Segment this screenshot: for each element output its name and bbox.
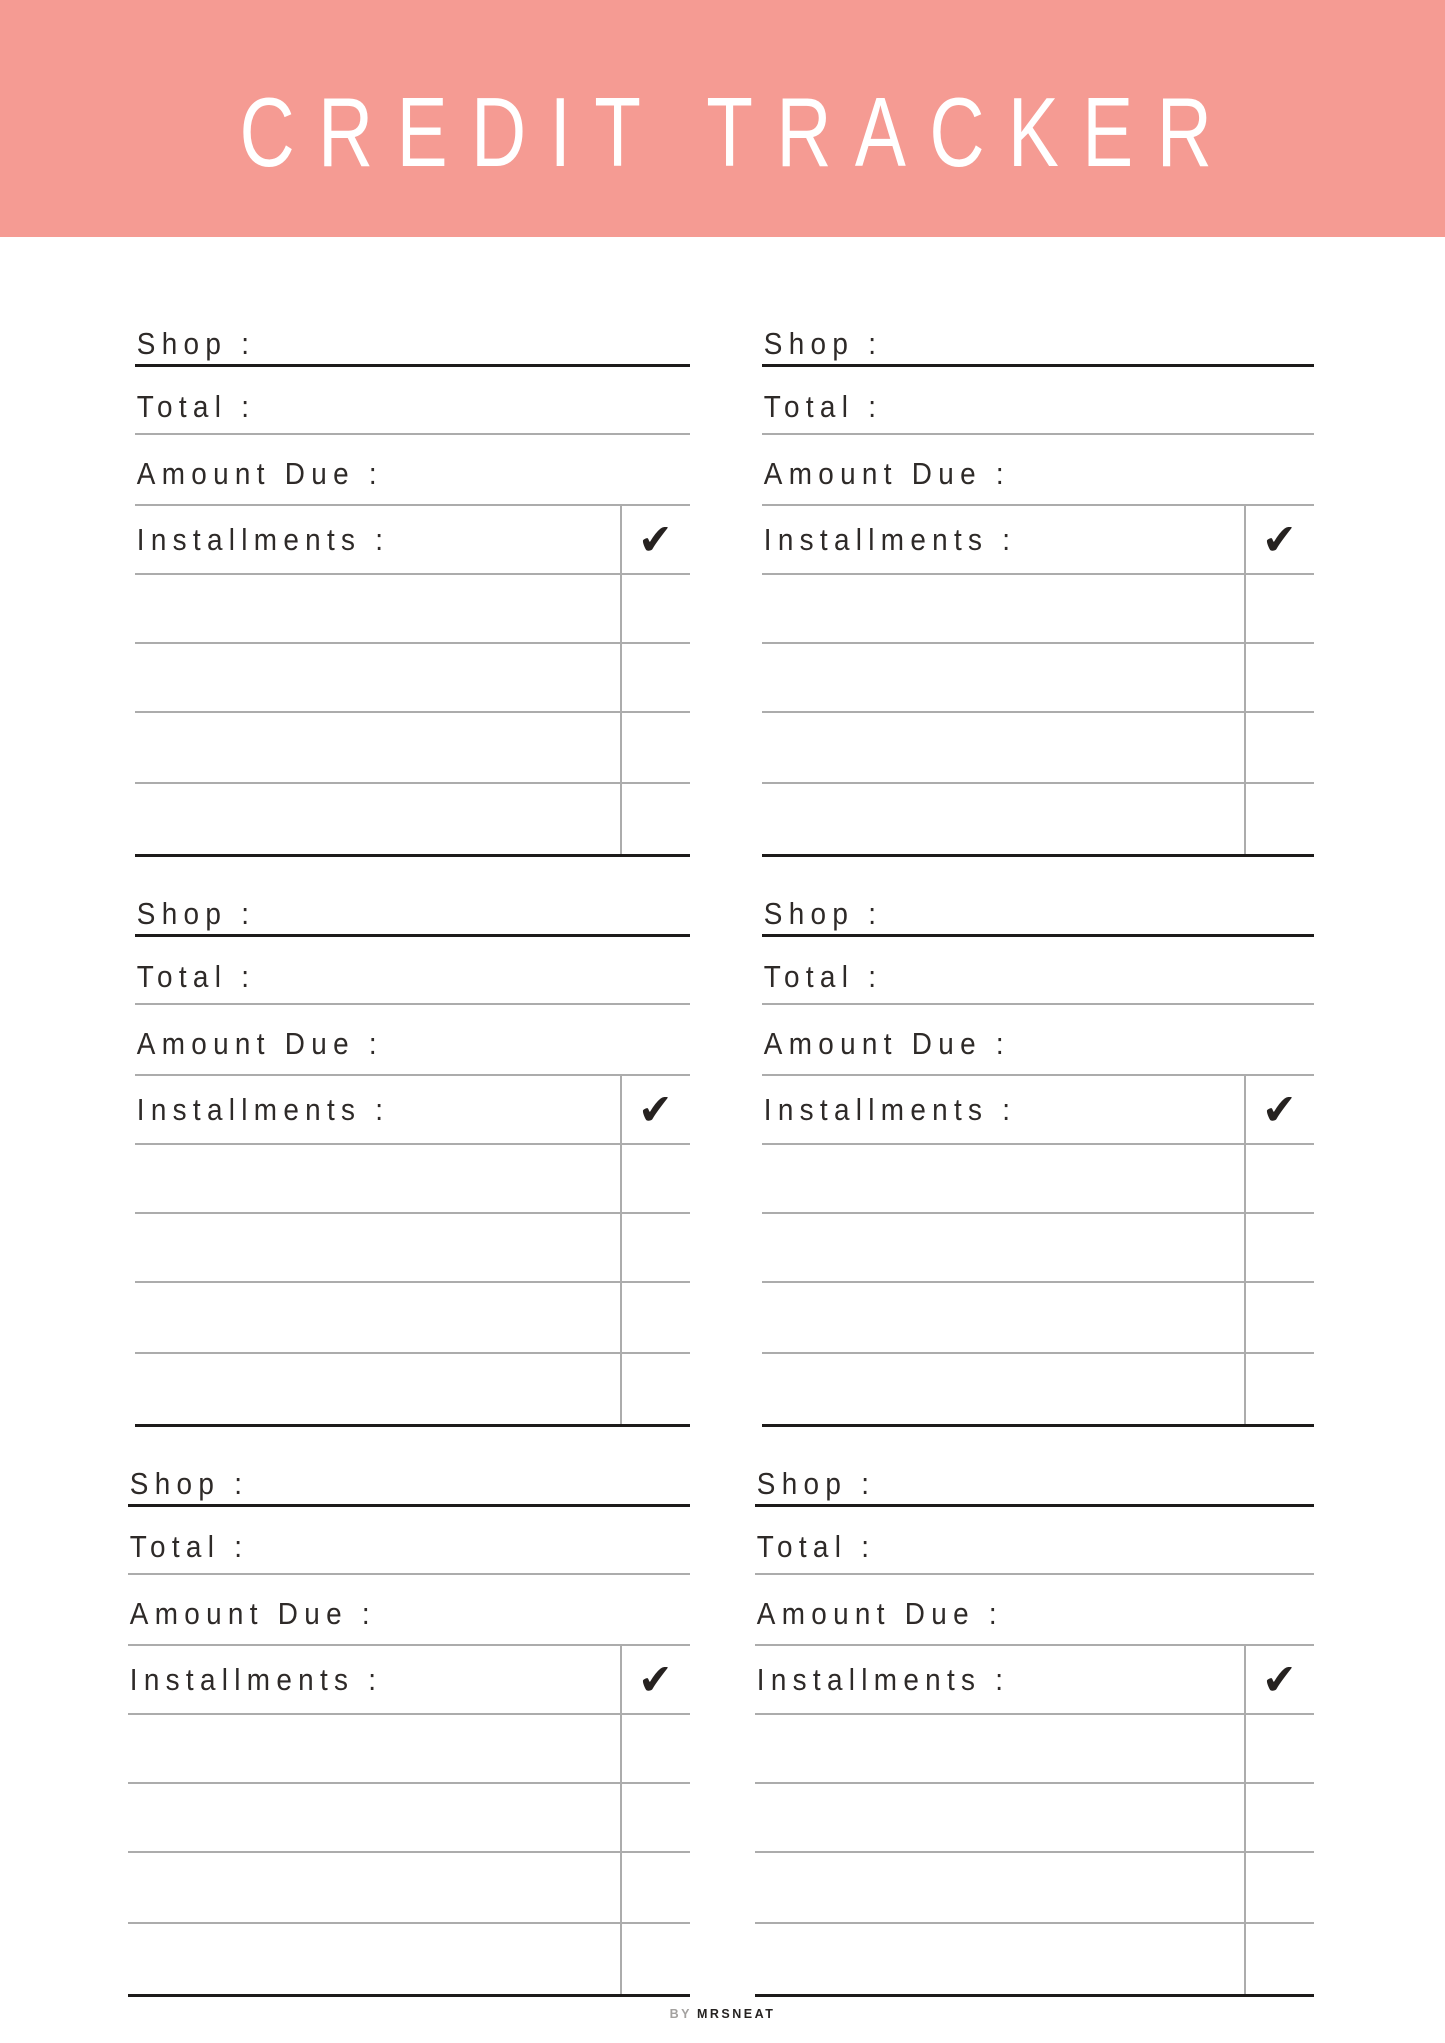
installment-row-2 [762, 644, 1314, 713]
installment-check-cell[interactable] [620, 1354, 690, 1424]
total-label: Total : [763, 959, 883, 994]
amount-due-field [135, 1005, 690, 1076]
installment-check-cell[interactable] [1244, 784, 1314, 854]
installment-row-2 [762, 1214, 1314, 1283]
shop-field [762, 319, 1314, 367]
header-banner [0, 0, 1445, 237]
installment-entry-cell[interactable] [762, 1354, 1244, 1424]
installment-row-3 [128, 1853, 690, 1924]
shop-input-line[interactable] [896, 319, 1314, 359]
installment-entry-cell[interactable] [762, 575, 1244, 642]
shop-field [762, 889, 1314, 937]
installments-label-cell [762, 1076, 1244, 1143]
checkmark-icon: ✔ [637, 1653, 675, 1705]
installments-header-row [762, 506, 1314, 575]
installment-check-cell[interactable] [620, 1715, 690, 1782]
installment-entry-cell[interactable] [755, 1715, 1244, 1782]
installment-entry-cell[interactable] [128, 1715, 620, 1782]
installment-entry-cell[interactable] [135, 1354, 620, 1424]
total-field [135, 367, 690, 435]
installments-label: Installments : [136, 1092, 390, 1127]
total-label: Total : [136, 389, 256, 424]
installment-entry-cell[interactable] [135, 1145, 620, 1212]
installment-check-cell[interactable] [620, 1283, 690, 1352]
total-field [762, 937, 1314, 1005]
check-column-header-cell [1244, 1646, 1314, 1713]
installment-row-1 [135, 575, 690, 644]
checkmark-icon: ✔ [1261, 513, 1299, 565]
installment-check-cell[interactable] [620, 1853, 690, 1922]
installment-check-cell[interactable] [1244, 1283, 1314, 1352]
tracker-block-2 [762, 319, 1314, 857]
installment-check-cell[interactable] [1244, 1784, 1314, 1851]
checkmark-icon: ✔ [1261, 1653, 1299, 1705]
amount-due-input-line[interactable] [1038, 1005, 1314, 1059]
tracker-block-5 [128, 1459, 690, 1997]
installments-label: Installments : [763, 522, 1017, 557]
installments-label: Installments : [129, 1662, 383, 1697]
total-input-line[interactable] [896, 937, 1314, 992]
installment-check-cell[interactable] [620, 1784, 690, 1851]
installment-check-cell[interactable] [1244, 644, 1314, 711]
total-label: Total : [136, 959, 256, 994]
total-input-line[interactable] [262, 1507, 690, 1562]
installment-check-cell[interactable] [620, 713, 690, 782]
amount-due-field [128, 1575, 690, 1646]
shop-input-line[interactable] [262, 1459, 690, 1499]
installment-check-cell[interactable] [620, 784, 690, 854]
shop-input-line[interactable] [889, 1459, 1314, 1499]
check-column-header-cell [1244, 506, 1314, 573]
installment-entry-cell[interactable] [762, 1145, 1244, 1212]
shop-label: Shop : [763, 896, 883, 931]
amount-due-label: Amount Due : [136, 456, 383, 491]
installment-entry-cell[interactable] [135, 575, 620, 642]
installment-row-3 [762, 1283, 1314, 1354]
installment-row-4 [762, 784, 1314, 854]
installment-row-2 [755, 1784, 1314, 1853]
installments-header-row [135, 1076, 690, 1145]
shop-input-line[interactable] [896, 889, 1314, 929]
installment-entry-cell[interactable] [762, 784, 1244, 854]
installments-label: Installments : [756, 1662, 1010, 1697]
installment-entry-cell[interactable] [755, 1924, 1244, 1994]
amount-due-label: Amount Due : [129, 1596, 376, 1631]
installment-row-3 [755, 1853, 1314, 1924]
check-column-header-cell [620, 1076, 690, 1143]
page-title: CREDIT TRACKER [239, 76, 1236, 187]
installment-entry-cell[interactable] [762, 1214, 1244, 1281]
shop-field [755, 1459, 1314, 1507]
installments-header-row [135, 506, 690, 575]
installment-row-1 [135, 1145, 690, 1214]
amount-due-input-line[interactable] [1031, 1575, 1314, 1629]
installments-table [128, 1646, 690, 1997]
installments-table [755, 1646, 1314, 1997]
checkmark-icon: ✔ [637, 1083, 675, 1135]
installment-entry-cell[interactable] [762, 644, 1244, 711]
installment-row-3 [135, 713, 690, 784]
total-field [128, 1507, 690, 1575]
amount-due-input-line[interactable] [411, 1005, 690, 1059]
check-column-header-cell [1244, 1076, 1314, 1143]
installment-row-4 [762, 1354, 1314, 1424]
total-field [762, 367, 1314, 435]
installment-check-cell[interactable] [620, 1924, 690, 1994]
installment-entry-cell[interactable] [762, 713, 1244, 782]
amount-due-input-line[interactable] [1038, 435, 1314, 489]
installment-row-4 [135, 1354, 690, 1424]
installments-table [762, 506, 1314, 857]
installments-label-cell [135, 1076, 620, 1143]
shop-label: Shop : [129, 1466, 249, 1501]
installment-check-cell[interactable] [1244, 575, 1314, 642]
installments-label-cell [762, 506, 1244, 573]
tracker-block-1 [135, 319, 690, 857]
installment-row-3 [762, 713, 1314, 784]
shop-label: Shop : [756, 1466, 876, 1501]
installment-entry-cell[interactable] [128, 1853, 620, 1922]
footer-by-label: BY [669, 2007, 692, 2021]
installment-row-2 [135, 1214, 690, 1283]
installment-entry-cell[interactable] [762, 1283, 1244, 1352]
total-label: Total : [129, 1529, 249, 1564]
tracker-grid [129, 319, 1314, 1997]
amount-due-label: Amount Due : [763, 456, 1010, 491]
tracker-block-6 [755, 1459, 1314, 1997]
installment-row-3 [135, 1283, 690, 1354]
total-label: Total : [756, 1529, 876, 1564]
total-input-line[interactable] [889, 1507, 1314, 1562]
installment-entry-cell[interactable] [755, 1853, 1244, 1922]
installment-row-2 [135, 644, 690, 713]
amount-due-field [755, 1575, 1314, 1646]
amount-due-input-line[interactable] [411, 435, 690, 489]
installment-check-cell[interactable] [1244, 1853, 1314, 1922]
installment-check-cell[interactable] [620, 575, 690, 642]
installment-row-4 [135, 784, 690, 854]
shop-input-line[interactable] [269, 319, 690, 359]
installment-row-1 [762, 575, 1314, 644]
shop-input-line[interactable] [269, 889, 690, 929]
installments-header-row [762, 1076, 1314, 1145]
installment-check-cell[interactable] [1244, 1715, 1314, 1782]
installment-check-cell[interactable] [620, 1145, 690, 1212]
total-label: Total : [763, 389, 883, 424]
installments-table [762, 1076, 1314, 1427]
installments-header-row [128, 1646, 690, 1715]
installments-label-cell [135, 506, 620, 573]
shop-label: Shop : [763, 326, 883, 361]
total-input-line[interactable] [269, 937, 690, 992]
installment-check-cell[interactable] [1244, 1145, 1314, 1212]
shop-field [128, 1459, 690, 1507]
total-input-line[interactable] [896, 367, 1314, 422]
check-column-header-cell [620, 1646, 690, 1713]
checkmark-icon: ✔ [1261, 1083, 1299, 1135]
installment-row-4 [128, 1924, 690, 1994]
installment-row-2 [128, 1784, 690, 1853]
installment-entry-cell[interactable] [135, 1214, 620, 1281]
installment-entry-cell[interactable] [135, 713, 620, 782]
installment-check-cell[interactable] [1244, 713, 1314, 782]
installment-entry-cell[interactable] [755, 1784, 1244, 1851]
amount-due-input-line[interactable] [404, 1575, 690, 1629]
shop-field [135, 889, 690, 937]
installment-check-cell[interactable] [1244, 1214, 1314, 1281]
installment-row-4 [755, 1924, 1314, 1994]
installment-row-1 [762, 1145, 1314, 1214]
installments-label-cell [755, 1646, 1244, 1713]
footer-brand-label: MRSNEAT [696, 2007, 776, 2021]
shop-label: Shop : [136, 896, 256, 931]
installment-row-1 [128, 1715, 690, 1784]
checkmark-icon: ✔ [637, 513, 675, 565]
amount-due-field [135, 435, 690, 506]
installment-entry-cell[interactable] [135, 784, 620, 854]
installment-check-cell[interactable] [1244, 1924, 1314, 1994]
installment-check-cell[interactable] [620, 1214, 690, 1281]
installments-table [135, 1076, 690, 1427]
amount-due-field [762, 1005, 1314, 1076]
tracker-block-3 [135, 889, 690, 1427]
installment-entry-cell[interactable] [128, 1784, 620, 1851]
amount-due-label: Amount Due : [763, 1026, 1010, 1061]
total-field [755, 1507, 1314, 1575]
amount-due-label: Amount Due : [756, 1596, 1003, 1631]
installments-table [135, 506, 690, 857]
installment-entry-cell[interactable] [128, 1924, 620, 1994]
amount-due-field [762, 435, 1314, 506]
tracker-block-4 [762, 889, 1314, 1427]
installments-header-row [755, 1646, 1314, 1715]
installment-entry-cell[interactable] [135, 644, 620, 711]
check-column-header-cell [620, 506, 690, 573]
total-input-line[interactable] [269, 367, 690, 422]
footer [0, 2008, 1445, 2021]
shop-label: Shop : [136, 326, 256, 361]
installments-label: Installments : [136, 522, 390, 557]
installment-row-1 [755, 1715, 1314, 1784]
total-field [135, 937, 690, 1005]
shop-field [135, 319, 690, 367]
installments-label-cell [128, 1646, 620, 1713]
installments-label: Installments : [763, 1092, 1017, 1127]
installment-entry-cell[interactable] [135, 1283, 620, 1352]
amount-due-label: Amount Due : [136, 1026, 383, 1061]
installment-check-cell[interactable] [620, 644, 690, 711]
installment-check-cell[interactable] [1244, 1354, 1314, 1424]
